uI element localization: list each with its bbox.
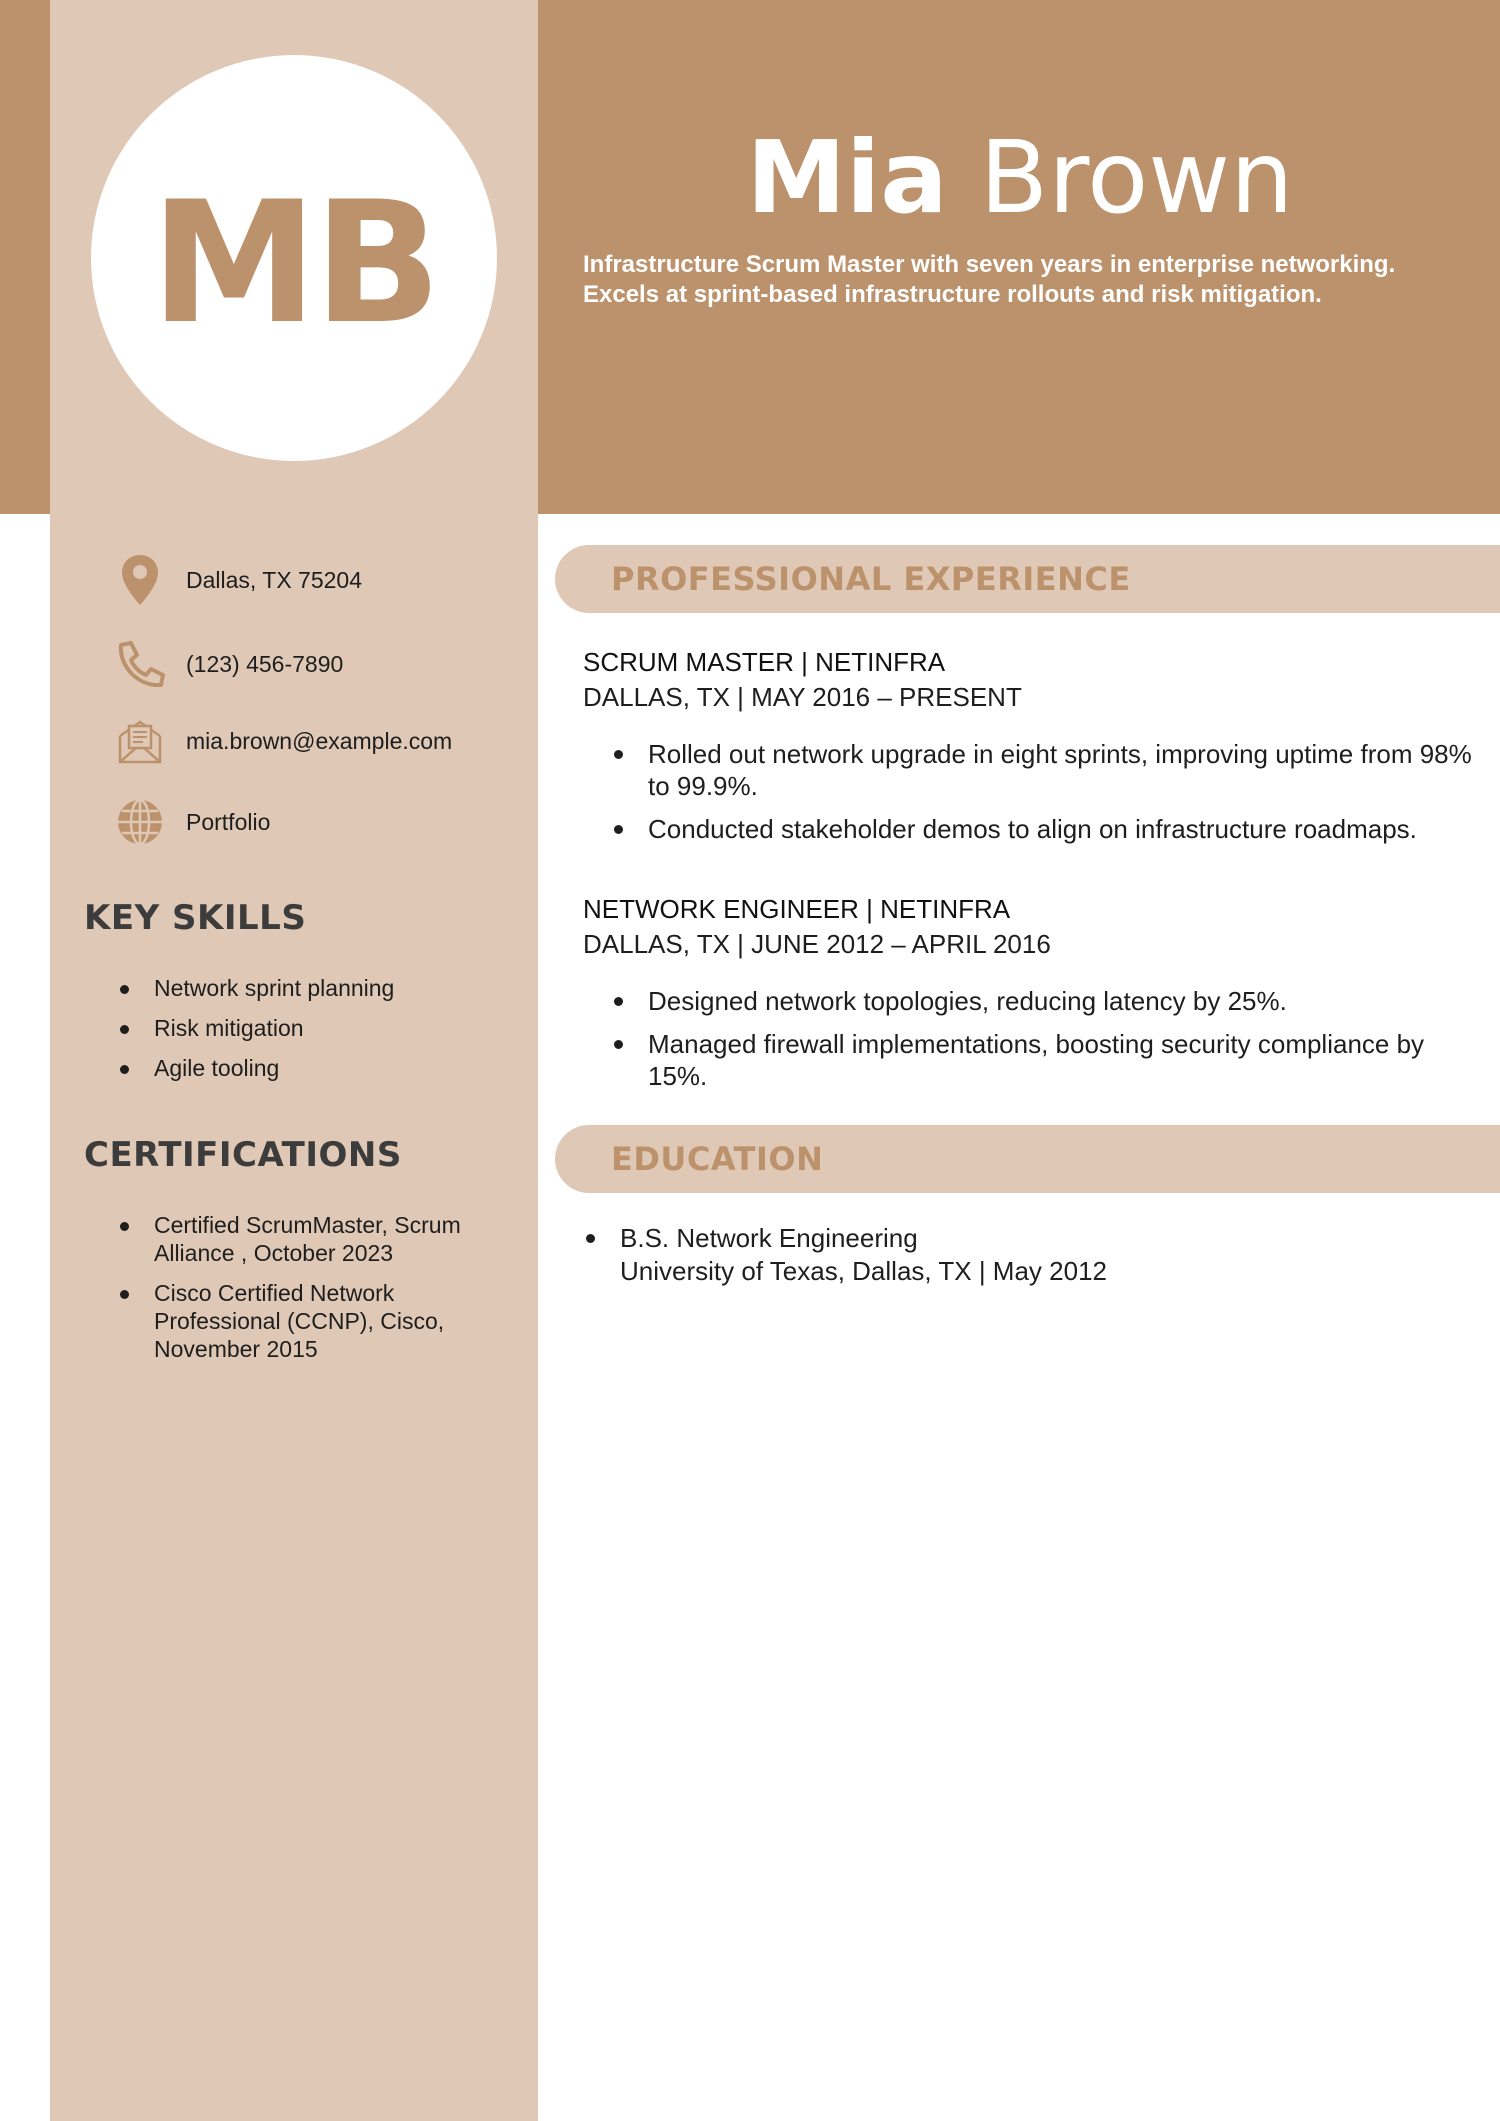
candidate-name bbox=[540, 118, 1500, 238]
skill-item: Agile tooling bbox=[112, 1054, 512, 1082]
job-bullets bbox=[612, 985, 1482, 1103]
portfolio-link[interactable]: Portfolio bbox=[186, 808, 271, 835]
experience-heading: PROFESSIONAL EXPERIENCE bbox=[611, 560, 1131, 598]
job-bullet: Managed firewall implementations, boosting security compliance by 15%. bbox=[612, 1028, 1482, 1092]
email-text[interactable]: mia.brown@example.com bbox=[186, 727, 453, 754]
job-title: SCRUM MASTER | NETINFRA bbox=[583, 647, 946, 677]
phone-icon bbox=[112, 636, 168, 692]
envelope-icon bbox=[112, 713, 168, 769]
education-heading: EDUCATION bbox=[611, 1140, 824, 1178]
experience-section-bar bbox=[555, 545, 1500, 613]
skill-item: Network sprint planning bbox=[112, 974, 512, 1002]
monogram-circle bbox=[91, 55, 497, 461]
monogram: MB bbox=[150, 165, 438, 361]
phone-text: (123) 456-7890 bbox=[186, 650, 344, 677]
degree: B.S. Network Engineering bbox=[620, 1223, 918, 1253]
education-item bbox=[583, 1222, 1463, 1288]
contact-portfolio bbox=[112, 792, 532, 852]
certification-item: Certified ScrumMaster, Scrum Alliance , October 2023 bbox=[112, 1211, 512, 1267]
globe-icon bbox=[112, 794, 168, 850]
job-bullet: Rolled out network upgrade in eight sprints, improving uptime from 98% to 99.9%. bbox=[612, 738, 1482, 802]
education-list bbox=[583, 1222, 1463, 1288]
job-bullet: Designed network topologies, reducing latency by 25%. bbox=[612, 985, 1482, 1017]
skills-heading: KEY SKILLS bbox=[84, 898, 307, 938]
job-title: NETWORK ENGINEER | NETINFRA bbox=[583, 894, 1011, 924]
location-text: Dallas, TX 75204 bbox=[186, 566, 363, 593]
education-section-bar bbox=[555, 1125, 1500, 1193]
contact-phone bbox=[112, 634, 532, 694]
education-details: University of Texas, Dallas, TX | May 2012 bbox=[620, 1256, 1107, 1286]
contact-location bbox=[112, 550, 532, 610]
last-name: Brown bbox=[979, 119, 1294, 236]
certifications-heading: CERTIFICATIONS bbox=[84, 1135, 402, 1175]
first-name: Mia bbox=[746, 119, 948, 236]
skills-list bbox=[112, 974, 512, 1094]
job-meta: DALLAS, TX | MAY 2016 – PRESENT bbox=[583, 682, 1022, 712]
skill-item: Risk mitigation bbox=[112, 1014, 512, 1042]
job-meta: DALLAS, TX | JUNE 2012 – APRIL 2016 bbox=[583, 929, 1051, 959]
profile-summary: Infrastructure Scrum Master with seven years in enterprise networking. Excels at sprint-based infrastructure rollouts and risk mitigation. bbox=[583, 251, 1396, 308]
contact-email bbox=[112, 711, 532, 771]
job-bullet: Conducted stakeholder demos to align on infrastructure roadmaps. bbox=[612, 813, 1482, 845]
certifications-list bbox=[112, 1211, 512, 1375]
location-pin-icon bbox=[112, 552, 168, 608]
certification-item: Cisco Certified Network Professional (CCNP), Cisco, November 2015 bbox=[112, 1279, 512, 1363]
job-bullets bbox=[612, 738, 1482, 856]
